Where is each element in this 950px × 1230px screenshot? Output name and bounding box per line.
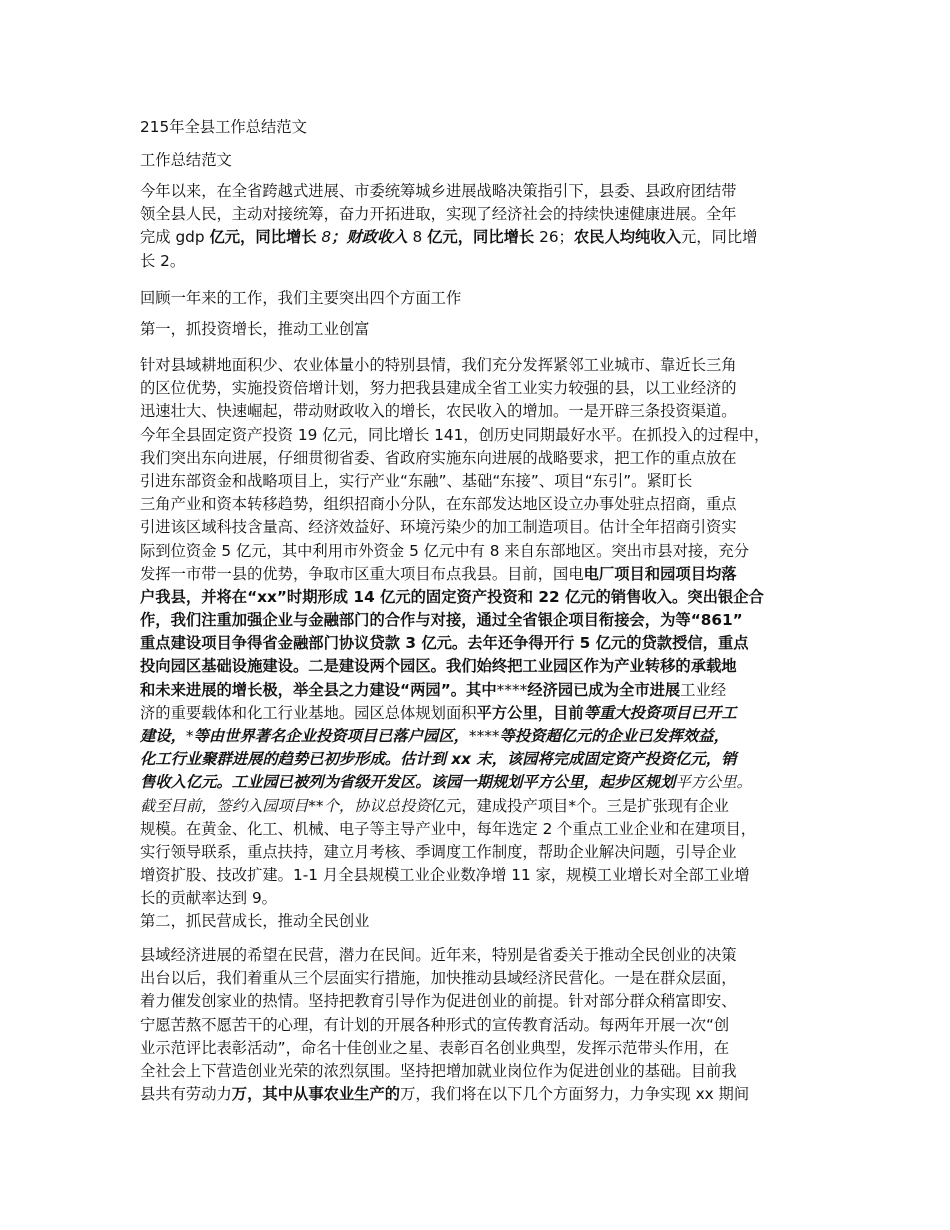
document-title: 215年全县工作总结范文 xyxy=(140,118,307,136)
text-run: 售收入亿元。工业园已被列为省级开发区。该园一期规划平方公里，起步区规划 xyxy=(140,773,676,792)
text-run: 引进该区域科技含量高、经济效益好、环境污染少的加工制造项目。估计全年招商引资实 xyxy=(140,518,737,537)
text-run: 领全县人民，主动对接统筹，奋力开拓进取，实现了经济社会的持续快速健康进展。全年 xyxy=(140,205,737,224)
text-line xyxy=(140,354,820,377)
text-run: 今年全县固定资产投资 19 亿元，同比增长 141，创历史同期最好水平。在抓投入的过程中， xyxy=(140,425,770,444)
text-line xyxy=(140,540,820,563)
text-run: 着力催发创家业的热情。坚持把教育引导作为促进创业的前提。针对部分群众稍富即安、 xyxy=(140,992,737,1011)
text-run: 全社会上下营造创业光荣的浓烈氛围。坚持把增加就业岗位作为促进创业的基础。目前我 xyxy=(140,1061,737,1080)
text-run: 增资扩股、技改扩建。1-1 月全县规模工业企业数净增 11 家，规模工业增长对全部工业增 xyxy=(140,866,750,885)
text-run: 我们突出东向进展，仔细贯彻省委、省政府实施东向进展的战略要求，把工作的重点放在 xyxy=(140,448,737,467)
text-line xyxy=(140,748,820,771)
text-run: 电厂项目和园项目均落 xyxy=(583,564,737,583)
text-run: 三角产业和资本转移趋势，组织招商小分队，在东部发达地区设立办事处驻点招商，重点 xyxy=(140,495,737,514)
text-run: 长的贡献率达到 9。 xyxy=(140,889,277,908)
text-run: 引进东部资金和战略项目上，实行产业“东融”、基础“东接”、项目“东引”。紧盯长 xyxy=(140,471,693,490)
text-line xyxy=(140,493,820,516)
intro-paragraph xyxy=(140,180,820,273)
text-run: 建设， xyxy=(140,727,186,745)
text-line xyxy=(140,400,820,423)
text-run: ；财政收入 xyxy=(331,228,408,247)
text-run: 工业经 xyxy=(680,680,727,699)
text-run: 亿元，同比增长 xyxy=(209,228,317,247)
text-line xyxy=(140,679,820,702)
text-run: 业示范评比表彰活动”，命名十佳创业之星、表彰百名创业典型，发挥示范带头作用，在 xyxy=(140,1038,730,1057)
text-run: 长 2。 xyxy=(140,251,186,270)
section2-heading: 第二，抓民营成长，推动全民创业 xyxy=(140,912,370,930)
text-run: 等重大投资项目已开工 xyxy=(583,703,737,722)
text-line xyxy=(140,226,820,249)
text-line xyxy=(140,864,820,887)
text-run: **** xyxy=(496,680,528,699)
text-run: 实行领导联系，重点扶持，建立月考核、季调度工作制度，帮助企业解决问题，引导企业 xyxy=(140,842,737,861)
text-run: **** xyxy=(468,727,500,745)
text-line xyxy=(140,377,820,400)
text-run: 迅速壮大、快速崛起，带动财政收入的增长，农民收入的增加。一是开辟三条投资渠道。 xyxy=(140,402,737,421)
text-line xyxy=(140,203,820,226)
text-run: 的区位优势，实施投资倍增计划，努力把我县建成全省工业实力较强的县，以工业经济的 xyxy=(140,379,737,398)
text-line xyxy=(140,702,820,725)
review-line: 回顾一年来的工作，我们主要突出四个方面工作 xyxy=(140,289,462,307)
text-run: 县共有劳动力 xyxy=(140,1085,232,1104)
text-line xyxy=(140,725,820,748)
text-run: 完成 gdp xyxy=(140,228,210,247)
text-run: 等由世界著名企业投资项目已落户园区， xyxy=(193,727,469,745)
text-run: 平方公里，目前 xyxy=(476,703,584,722)
text-run: **个，协议总投资 xyxy=(308,796,431,815)
document-subtitle: 工作总结范文 xyxy=(140,151,232,169)
text-run: * xyxy=(185,727,194,745)
text-run: 8 xyxy=(407,228,428,247)
text-line xyxy=(140,655,820,678)
text-run: 发挥一市带一县的优势，争取市区重大项目布点我县。目前，国电 xyxy=(140,564,584,583)
text-run: 作，我们注重加强企业与金融部门的合作与对接，通过全省银企项目衔接会，为等“861” xyxy=(140,611,743,630)
text-run: 亿元，同比增长 xyxy=(427,228,535,247)
text-line xyxy=(140,1060,820,1083)
text-line xyxy=(140,771,820,794)
text-run: 济的重要载体和化工行业基地。园区总体规划面积 xyxy=(140,703,477,722)
text-run: 化工行业聚群进展的趋势已初步形成。估计到 xx 末，该园将完成固定资产投资亿元，销 xyxy=(140,750,737,769)
text-line xyxy=(140,818,820,841)
text-run: 规模。在黄金、化工、机械、电子等主导产业中，每年选定 2 个重点工业企业和在建项目， xyxy=(140,819,757,838)
text-line xyxy=(140,180,820,203)
text-line xyxy=(140,841,820,864)
text-line xyxy=(140,1083,820,1106)
text-line xyxy=(140,944,820,967)
text-run: 农民人均纯收入 xyxy=(573,228,681,247)
text-run: 重点建设项目争得省金融部门协议贷款 3 亿元。去年还争得开行 5 亿元的贷款授信，重点 xyxy=(140,634,749,653)
text-run: 26； xyxy=(534,228,574,247)
text-run: 针对县域耕地面积少、农业体量小的特别县情，我们充分发挥紧邻工业城市、靠近长三角 xyxy=(140,356,737,374)
text-line xyxy=(140,967,820,990)
text-line xyxy=(140,563,820,586)
section1-paragraph xyxy=(140,354,820,911)
text-line xyxy=(140,447,820,470)
text-line xyxy=(140,609,820,632)
text-line xyxy=(140,516,820,539)
text-line xyxy=(140,632,820,655)
text-line xyxy=(140,990,820,1013)
text-run: 际到位资金 5 亿元，其中利用市外资金 5 亿元中有 8 来自东部地区。突出市县对接，充分 xyxy=(140,541,750,560)
text-run: 万，其中从事农业生产的 xyxy=(231,1085,401,1104)
text-line xyxy=(140,795,820,818)
text-run: 县域经济进展的希望在民营，潜力在民间。近年来，特别是省委关于推动全民创业的决策 xyxy=(140,946,737,964)
text-line xyxy=(140,586,820,609)
text-run: 亿元，建成投产项目*个。三是扩张现有企业 xyxy=(430,796,729,815)
text-line xyxy=(140,887,820,910)
section2-paragraph xyxy=(140,944,820,1106)
text-line xyxy=(140,250,820,273)
text-run: 万，我们将在以下几个方面努力，力争实现 xx 期间 xyxy=(400,1085,750,1104)
text-run: 出台以后，我们着重从三个层面实行措施，加快推动县域经济民营化。一是在群众层面， xyxy=(140,969,737,988)
text-run: 8 xyxy=(316,228,332,247)
text-run: 投向园区基础设施建设。二是建设两个园区。我们始终把工业园区作为产业转移的承载地 xyxy=(140,657,737,676)
text-run: 元，同比增 xyxy=(680,228,758,247)
text-run: 户我县，并将在“xx”时期形成 14 亿元的固定资产投资和 22 亿元的销售收入。突出银企合 xyxy=(140,587,764,606)
text-run: 平方公里。 xyxy=(675,773,752,792)
text-run: 和未来进展的增长极，举全县之力建设“两园”。其中 xyxy=(140,680,497,699)
text-line xyxy=(140,424,820,447)
text-line xyxy=(140,1014,820,1037)
text-run: 等投资超亿元的企业已发挥效益， xyxy=(499,727,729,745)
text-line xyxy=(140,470,820,493)
text-run: 经济园已成为全市进展 xyxy=(527,680,681,699)
text-run: 宁愿苦熬不愿苦干的心理，有计划的开展各种形式的宣传教育活动。每两年开展一次“创 xyxy=(140,1015,730,1034)
text-run: 截至目前，签约入园项目 xyxy=(140,796,309,815)
section1-heading: 第一，抓投资增长，推动工业创富 xyxy=(140,320,370,338)
text-line xyxy=(140,1037,820,1060)
text-run: 今年以来，在全省跨越式进展、市委统筹城乡进展战略决策指引下，县委、县政府团结带 xyxy=(140,182,737,200)
